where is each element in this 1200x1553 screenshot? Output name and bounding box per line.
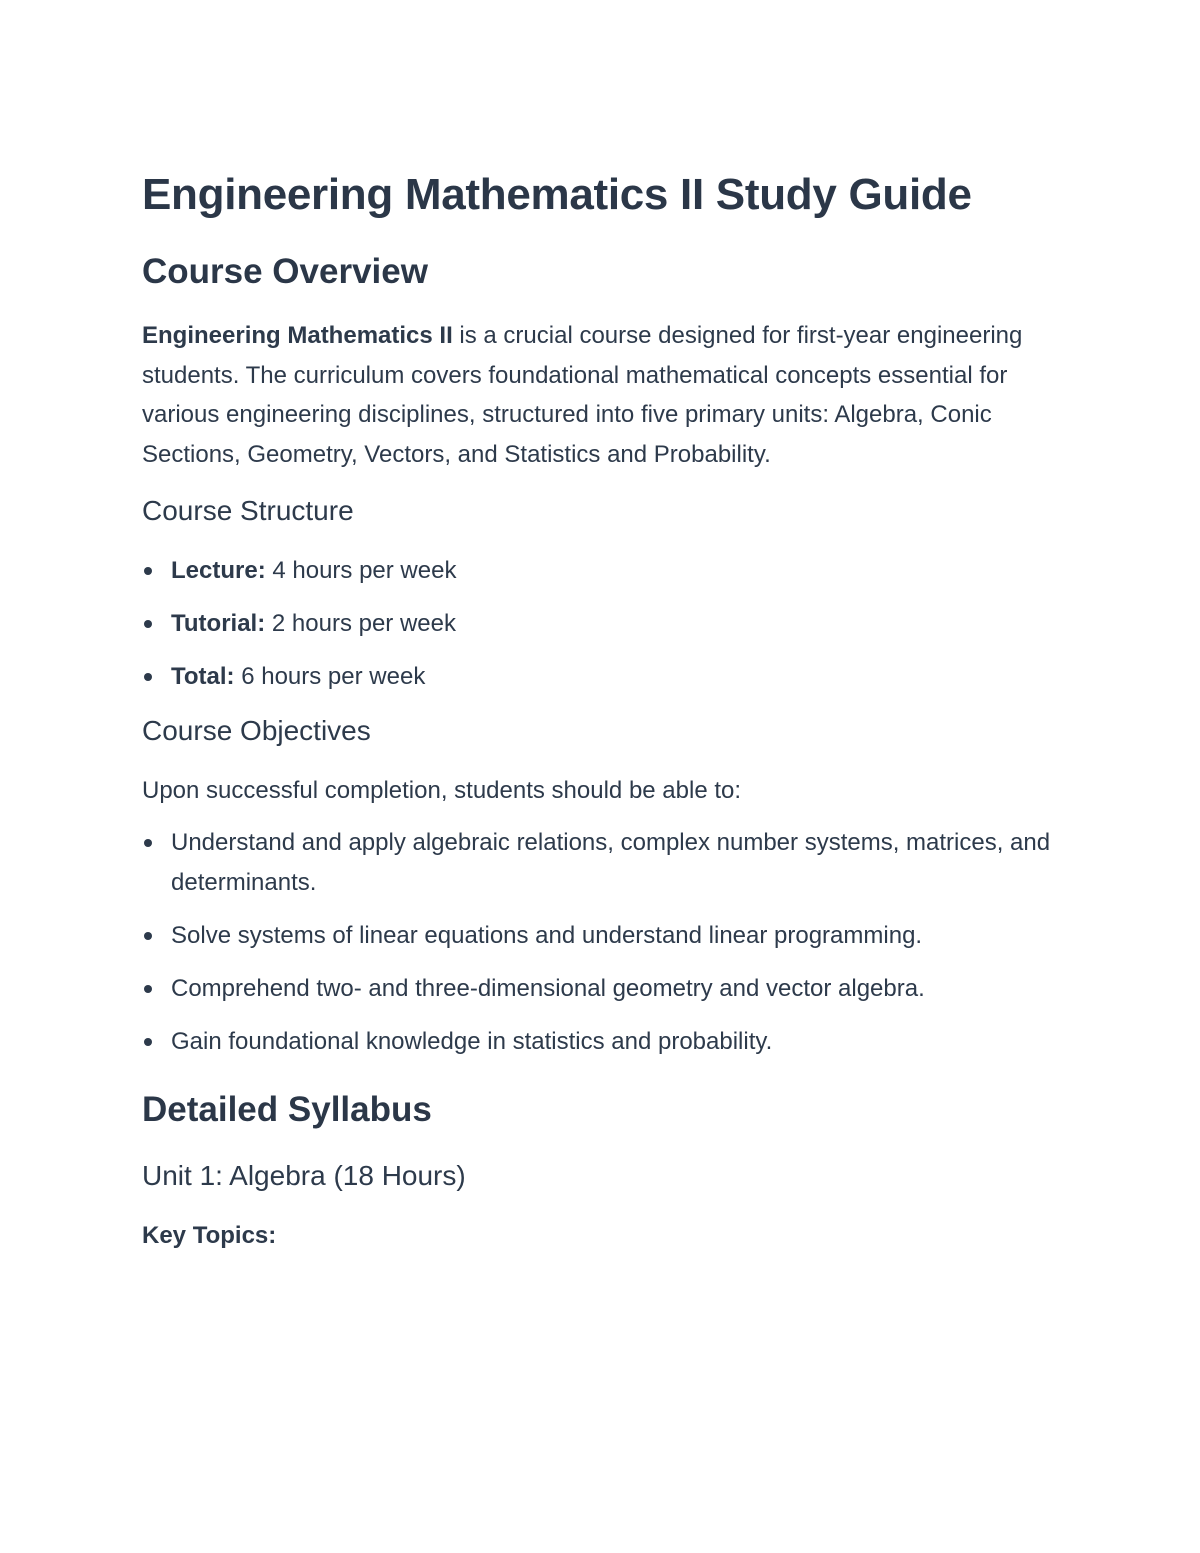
course-overview-text: is a crucial course designed for first-year engineering students. The curriculum covers foundational mathematical concepts essential for various engineering disciplines, structured into five primary units: Algebra, Conic Sections, Geometry, Vectors, and Statistics and Probability. (142, 322, 1023, 468)
objective-item: Solve systems of linear equations and understand linear programming. (142, 916, 1072, 956)
course-structure-list (142, 551, 1072, 697)
objective-item: Understand and apply algebraic relations, complex number systems, matrices, and determinants. (142, 823, 1072, 903)
course-overview-paragraph (142, 316, 1072, 474)
structure-item-label: Total: (171, 663, 235, 690)
course-objectives-list (142, 823, 1072, 1062)
key-topics-bold: Key Topics: (142, 1221, 277, 1249)
course-overview-heading: Course Overview (142, 252, 428, 291)
structure-item-label: Tutorial: (171, 610, 266, 637)
structure-item-total (142, 657, 1072, 697)
structure-item-value: 4 hours per week (265, 557, 457, 584)
key-topics-label (142, 1216, 1072, 1256)
objective-item: Gain foundational knowledge in statistics and probability. (142, 1022, 1072, 1062)
detailed-syllabus-heading: Detailed Syllabus (142, 1089, 432, 1129)
structure-item-label: Lecture: (171, 557, 266, 584)
course-objectives-intro: Upon successful completion, students should be able to: (142, 777, 742, 804)
course-structure-heading: Course Structure (142, 495, 354, 526)
document-page (142, 160, 1072, 1255)
course-objectives-heading: Course Objectives (142, 715, 371, 746)
structure-item-value: 2 hours per week (265, 610, 456, 637)
structure-item-value: 6 hours per week (234, 663, 426, 690)
structure-item-lecture (142, 551, 1072, 591)
unit-1-heading: Unit 1: Algebra (18 Hours) (142, 1159, 466, 1191)
structure-item-tutorial (142, 604, 1072, 644)
course-name-bold: Engineering Mathematics II (142, 322, 453, 349)
document-title: Engineering Mathematics II Study Guide (142, 170, 972, 219)
objective-item: Comprehend two- and three-dimensional geometry and vector algebra. (142, 969, 1072, 1009)
